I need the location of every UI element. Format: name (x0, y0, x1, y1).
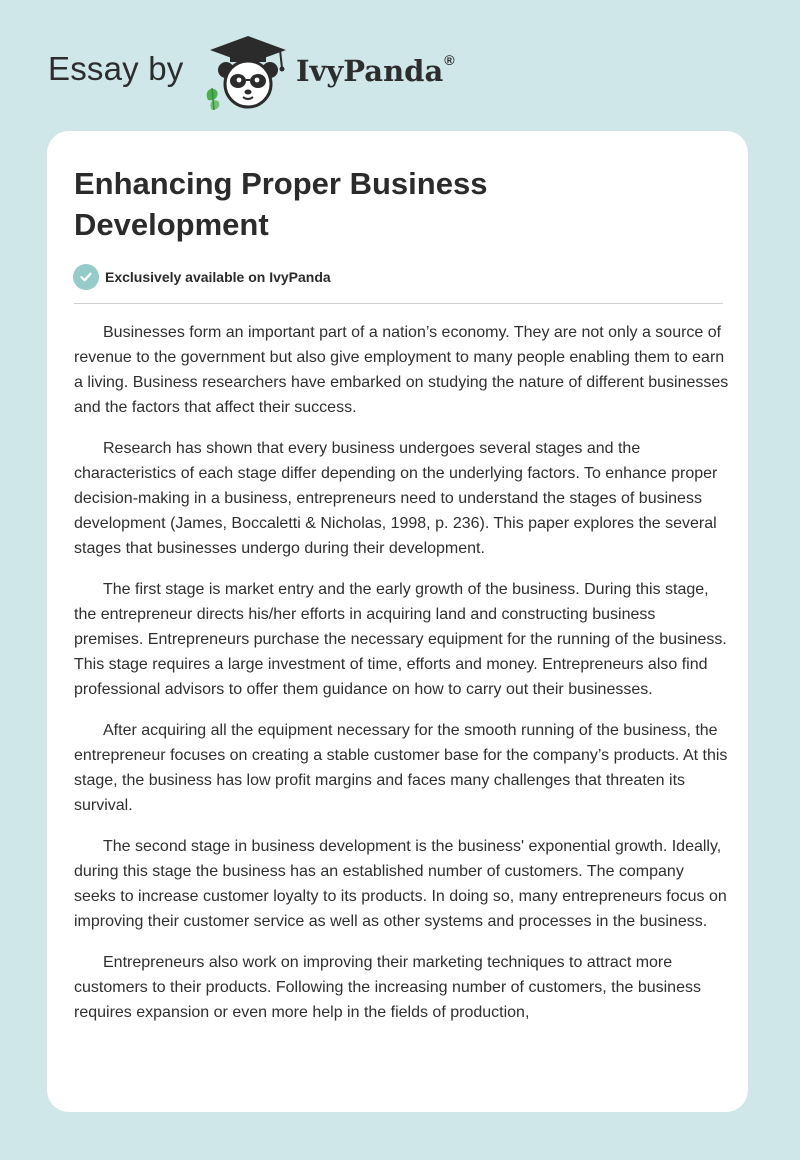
panda-graduate-icon[interactable] (202, 34, 294, 110)
essay-paragraph: The second stage in business development is the business' exponential growth. Ideally, during this stage the business has an established number of customers. The company seeks to increase customer loyalty to its products. In doing so, many entrepreneurs focus on improving their customer service as well as other systems and processes in the business. (74, 838, 727, 930)
essay-paragraph: The first stage is market entry and the early growth of the business. During this stage, the entrepreneur directs his/her efforts in acquiring land and constructing business premises. Entrepreneurs purchase the necessary equipment for the running of the business. This stage requires a large investment of time, efforts and money. Entrepreneurs also find professional advisors to offer them guidance on how to carry out their businesses. (74, 581, 727, 698)
essay-paragraph: Entrepreneurs also work on improving their marketing techniques to attract more customers to their products. Following the increasing number of customers, the business requires expansion or even more help in the fields of production, (74, 954, 701, 1021)
essay-paragraph: Research has shown that every business undergoes several stages and the characteristics of each stage differ depending on the underlying factors. To enhance proper decision-making in a business, entrepreneurs need to understand the stages of business development (James, Boccaletti & Nicholas, 1998, p. 236). This paper explores the several stages that businesses undergo during their development. (74, 440, 718, 557)
exclusive-badge (73, 264, 331, 290)
essay-paragraph: After acquiring all the equipment necessary for the smooth running of the business, the entrepreneur focuses on creating a stable customer base for the company’s products. At this stage, the business has low profit margins and faces many challenges that threaten its survival. (74, 722, 728, 814)
essay-paragraph: Businesses form an important part of a nation’s economy. They are not only a source of revenue to the government but also give employment to many people enabling them to earn a living. Business researchers have embarked on studying the nature of different businesses and the factors that affect their success. (74, 324, 729, 416)
brand-name-text: IvyPanda (296, 54, 444, 88)
essay-card (47, 131, 748, 1112)
exclusive-badge-label: Exclusively available on IvyPanda (105, 269, 331, 285)
registered-mark: ® (444, 52, 455, 68)
check-circle-icon (73, 264, 99, 290)
site-header (48, 28, 548, 118)
essay-by-label: Essay by (48, 50, 184, 87)
essay-body (74, 320, 729, 1041)
essay-title: Enhancing Proper Business Development (74, 166, 488, 242)
brand-name[interactable] (296, 54, 455, 88)
title-divider (74, 303, 723, 304)
